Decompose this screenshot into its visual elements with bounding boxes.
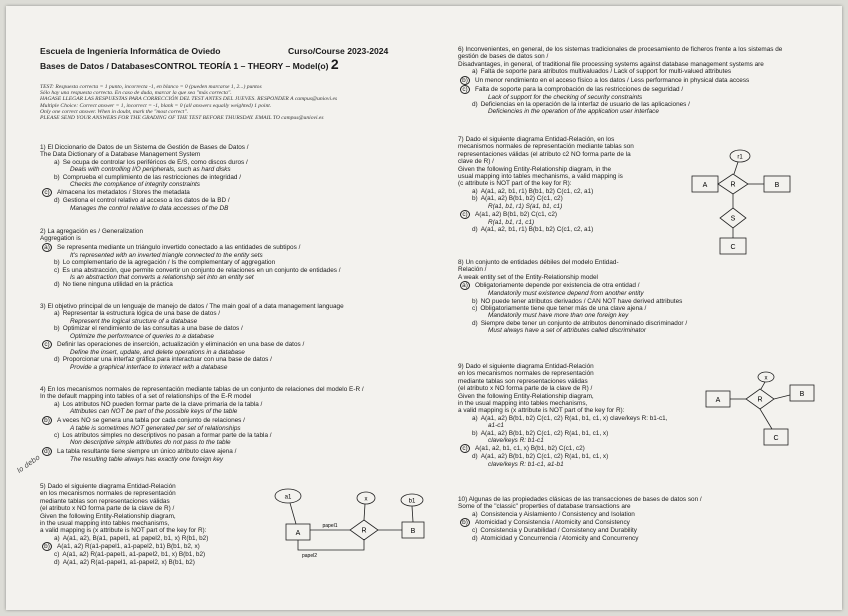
option-text: A(a1, a2, b1, r1) B(b1, b2) C(c1, c2, a1) xyxy=(480,226,594,234)
question-9 xyxy=(458,363,668,468)
instruction-line: Sólo hay una respuesta correcta. En caso de duda, marcar la que sea "más correcta". xyxy=(40,90,232,97)
answer-option[interactable] xyxy=(458,453,668,460)
option-text: NO puede tener atributos derivados / CAN NOT have derived attributes xyxy=(480,297,683,305)
question-stem-line: representaciones válidas (el atributo c2 NO forma parte de la xyxy=(458,150,631,158)
option-text: A(a1, a2, b1, c1, x) B(b1, b2) C(c1, c2) xyxy=(475,445,585,453)
option-text: A(a1, a2) B(b1, b2) C(c1, c2) R(a1, b1, c1, x) xyxy=(480,453,609,461)
option-text: Atomicidad y Consistencia / Atomicity and Consistency xyxy=(475,519,630,527)
answer-option[interactable] xyxy=(458,320,687,327)
option-text: A(a1, a2) R(a1-papel1, a1-papel2, b1) B(b1, b2, x) xyxy=(57,543,200,551)
circled-option-letter: b) xyxy=(460,518,470,527)
option-translation: Must always have a set of attributes called discriminator xyxy=(488,327,647,335)
option-text: A(a1, a2), B(a1, papel1, a1 papel2, b1, x) R(b1, b2) xyxy=(62,534,209,542)
attr-a1-label: a1 xyxy=(284,494,292,501)
option-text: A(a1, a2) B(b1, b2) C(c1, c2) R(a1, b1, c1, x) xyxy=(480,429,609,437)
relation-r-label: R xyxy=(361,527,367,535)
circled-option-letter: c) xyxy=(42,188,52,197)
answer-option[interactable] xyxy=(458,281,687,290)
option-text: A(a1, a2) R(a1-papel1, a1-papel2, b1, x) B(b1, b2) xyxy=(62,551,206,559)
entity-c-label: C xyxy=(773,435,779,442)
relation-r-label: R xyxy=(730,181,736,189)
entity-a-label: A xyxy=(702,182,708,189)
question-stem-line: Given the following Entity-Relationship diagram, in the xyxy=(458,165,612,173)
circled-option-letter: c) xyxy=(42,340,52,349)
option-translation: It's represented with an inverted triangle connected to the entity sets xyxy=(70,251,263,259)
entity-a-label: A xyxy=(295,530,301,537)
question-6 xyxy=(458,46,782,116)
answer-option[interactable] xyxy=(40,559,208,566)
option-translation: Is an abstraction that converts a relationship set into an entity set xyxy=(70,274,254,282)
model-number: 2 xyxy=(330,56,339,72)
question-stem-line: 3) El objetivo principal de un lenguaje de manejo de datos / The main goal of a data management language xyxy=(40,303,344,310)
option-text: A(a1, a2, b1, r1) B(b1, b2) C(c1, c2, a1) xyxy=(480,187,594,195)
option-letter: a) xyxy=(54,158,60,166)
attr-x-label: x xyxy=(364,496,368,503)
option-translation: Deals with controlling I/O peripherals, such as hard disks xyxy=(70,166,231,174)
answer-option[interactable] xyxy=(40,535,208,542)
option-text: Deficiencias en la operación de la interfaz de usuario de las aplicaciones / xyxy=(480,101,690,109)
option-letter: b) xyxy=(54,173,60,181)
option-text: Proporcionar una interfaz gráfica para interactuar con una base de datos / xyxy=(62,356,272,364)
option-text: Los atributos simples no descriptivos no pasan a formar parte de la tabla / xyxy=(62,432,272,440)
option-letter: a) xyxy=(54,534,60,542)
option-text: Siempre debe tener un conjunto de atributos denominado discriminador / xyxy=(480,319,688,327)
circled-option-letter: c) xyxy=(460,85,470,94)
answer-option[interactable] xyxy=(40,340,344,349)
option-translation: Mandatorily must have more than one foreign key xyxy=(488,312,629,320)
option-letter: d) xyxy=(472,226,478,234)
option-text: Consistencia y Durabilidad / Consistency and Durability xyxy=(480,527,637,535)
option-translation: Mandatorily must existence depend from another entity xyxy=(488,290,644,298)
option-text: A(a1, a2) B(b1, b2) C(c1, c2) R(a1, b1, c1, x) clave/keys R: b1-c1, xyxy=(480,414,668,422)
role2-label: papel2 xyxy=(302,553,318,559)
answer-option[interactable] xyxy=(40,447,364,456)
question-stem-line: Given the following Entity-Relationship diagram, xyxy=(458,392,594,400)
option-text: A veces NO se genera una tabla por cada conjunto de relaciones / xyxy=(57,416,245,424)
question-stem-line: mediante tablas son representaciones válidas xyxy=(40,497,170,505)
question-stem-line: In the default mapping into tables of a set of relationships of the E-R model xyxy=(40,393,252,401)
answer-option[interactable] xyxy=(40,416,364,425)
answer-option[interactable] xyxy=(458,85,782,94)
option-text: Comprueba el cumplimiento de las restricciones de integridad / xyxy=(62,173,242,181)
question-stem-line: Disadvantages, in general, of traditional file processing systems against database management systems are xyxy=(458,60,764,68)
attr-x-label: x xyxy=(764,375,768,382)
answer-option[interactable] xyxy=(40,356,344,363)
option-letter: d) xyxy=(54,197,60,205)
question-stem-line: Given the following Entity-Relationship diagram, xyxy=(40,512,176,520)
option-letter: d) xyxy=(472,534,478,542)
question-stem-line: Aggregation is xyxy=(40,235,81,243)
option-translation: Non descriptive simple attributes do not pass to the table xyxy=(70,439,231,447)
question-stem-line: clave de R) / xyxy=(458,158,494,166)
school-name: Escuela de Ingeniería Informática de Oviedo xyxy=(40,46,221,56)
answer-option[interactable] xyxy=(458,305,687,312)
option-letter: a) xyxy=(472,187,478,195)
answer-option[interactable] xyxy=(40,401,364,408)
instruction-line: TEST: Respuesta correcta = 1 punto, incorrecta -1, en blanco = 0 (pueden marcarse 1, 2...) puntos xyxy=(40,84,262,90)
question-stem-line: 2) La agregación es / Generalization xyxy=(40,228,144,235)
circled-option-letter: c) xyxy=(460,210,470,219)
answer-option[interactable] xyxy=(40,188,249,197)
circled-option-letter: c) xyxy=(460,444,470,453)
option-letter: d) xyxy=(472,101,478,109)
question-stem-line: (c attribute is NOT part of the key for R): xyxy=(458,180,572,188)
attr-r1-label: r1 xyxy=(737,154,743,161)
option-letter: d) xyxy=(472,319,478,327)
option-text: A(a1, a2) B(b1, b2) C(c1, c2) xyxy=(475,211,558,219)
option-translation: a1-c1 xyxy=(488,422,504,430)
circled-option-letter: a) xyxy=(42,243,52,252)
question-stem-line: 8) Un conjunto de entidades débiles del modelo Entidad- xyxy=(458,259,619,266)
option-letter: d) xyxy=(54,281,60,289)
question-stem-line: a valid mapping is (x attribute is NOT part of the key for R): xyxy=(458,407,625,415)
option-translation: R(a1, b1, r1, c1) xyxy=(488,219,535,227)
question-stem-line: usual mapping into tables mechanisms, a valid mapping is xyxy=(458,173,623,181)
question-7 xyxy=(458,136,634,234)
option-letter: d) xyxy=(472,453,478,461)
instruction-line: HAGASE LLEGAR LAS RESPUESTAS PARA CORRECCIÓN DEL TEST ANTES DEL JUEVES. RESPONDER A campus@uniovi.es xyxy=(40,96,338,103)
question-stem-line: 6) Inconvenientes, en general, de los sistemas tradicionales de procesamiento de ficheros frente a los sistemas de xyxy=(458,46,783,53)
entity-a-label: A xyxy=(715,397,721,404)
answer-option[interactable] xyxy=(40,542,208,551)
instruction-line: PLEASE SEND YOUR ANSWERS FOR THE GRADING OF THE TEST BEFORE THURSDAY. EMAIL TO campus@uniovi.es xyxy=(40,115,324,122)
exam-title: Bases de Datos / DatabasesCONTROL TEORÍA 1 – THEORY – Model(o) xyxy=(40,61,329,71)
question-stem-line: (el atributo x NO forma parte de la clave de R) / xyxy=(40,505,175,513)
option-text: Almacena los metadatos / Stores the metadata xyxy=(57,189,190,197)
exam-sheet xyxy=(6,6,842,610)
option-text: Lo complementario de la agregación / Is the complementary of aggregation xyxy=(62,259,276,267)
answer-option[interactable] xyxy=(458,226,634,233)
option-translation: Deficiencies in the operation of the application user interface xyxy=(488,108,659,116)
instruction-line: Multiple Choice: Correct answer = 1, incorrect = -1, blank = 0 (all answers equally weighted) 1 point. xyxy=(40,102,272,109)
header-line-2 xyxy=(40,56,440,72)
option-letter: b) xyxy=(472,195,478,203)
option-translation: Provide a graphical interface to interact with a database xyxy=(70,363,228,371)
option-translation: The resulting table always has exactly one foreign key xyxy=(70,455,224,463)
option-text: La tabla resultante tiene siempre un único atributo clave ajena / xyxy=(57,447,237,455)
question-4 xyxy=(40,386,364,463)
question-stem-line: mediante tablas son representaciones válidas xyxy=(458,377,588,385)
circled-option-letter: a) xyxy=(460,281,470,290)
option-letter: a) xyxy=(472,414,478,422)
er-diagram-q7 xyxy=(688,146,798,256)
option-text: Gestiona el control relativo al acceso a los datos de la BD / xyxy=(62,197,230,205)
option-translation: Optimize the performance of queries to a database xyxy=(70,332,214,340)
answer-option[interactable] xyxy=(40,159,249,166)
option-letter: a) xyxy=(472,510,478,518)
option-text: Optimizar el rendimiento de las consultas a una base de datos / xyxy=(62,325,243,333)
option-text: Se representa mediante un triángulo invertido conectado a las entidades de subtipos / xyxy=(57,243,301,251)
answer-option[interactable] xyxy=(458,188,634,195)
question-stem-line: Some of the "classic" properties of database transactions are xyxy=(458,503,631,511)
entity-c-label: C xyxy=(730,244,736,251)
answer-option[interactable] xyxy=(458,415,668,422)
option-letter: d) xyxy=(54,356,60,364)
answer-option[interactable] xyxy=(40,432,364,439)
option-translation: clave/keys R: b1-c1 xyxy=(488,437,544,445)
relation-r-label: R xyxy=(757,396,763,404)
answer-option[interactable] xyxy=(40,281,341,288)
circled-option-letter: b) xyxy=(42,542,52,551)
instructions-block xyxy=(40,84,440,121)
header-line-1 xyxy=(40,46,440,56)
answer-option[interactable] xyxy=(458,535,702,542)
option-text: Un menor rendimiento en el acceso físico a los datos / Less performance in physical data access xyxy=(475,76,750,84)
answer-option[interactable] xyxy=(458,518,702,527)
option-text: Definir las operaciones de inserción, actualización y eliminación en una base de datos / xyxy=(57,341,305,349)
question-1 xyxy=(40,144,249,212)
answer-option[interactable] xyxy=(458,76,782,85)
option-translation: clave/keys R: b1-c1, a1-b1 xyxy=(488,460,564,468)
option-text: Falta de soporte para la comprobación de las restricciones de seguridad / xyxy=(475,85,684,93)
question-stem-line: (el atributo x NO forma parte de la clave de R) / xyxy=(458,385,593,393)
answer-option[interactable] xyxy=(458,210,634,219)
er-diagram-q5 xyxy=(268,484,428,564)
answer-option[interactable] xyxy=(40,197,249,204)
relation-s-label: S xyxy=(730,215,736,223)
question-stem-line: in the usual mapping into tables mechanisms, xyxy=(40,520,170,528)
question-stem-line: en los mecanismos normales de representación xyxy=(458,370,594,378)
option-letter: b) xyxy=(54,325,60,333)
entity-b-label: B xyxy=(410,528,416,535)
option-translation: Attributes can NOT be part of the possible keys of the table xyxy=(70,408,238,416)
option-letter: c) xyxy=(472,527,478,535)
option-translation: R(a1, b1, r1) S(a1, b1, c1) xyxy=(488,202,563,210)
option-translation: Checks the compliance of integrity constraints xyxy=(70,181,201,189)
option-text: Los atributos NO pueden formar parte de la clave primaria de la tabla / xyxy=(62,400,263,408)
question-stem-line: mecanismos normales de representación mediante tablas son xyxy=(458,143,634,151)
answer-option[interactable] xyxy=(458,298,687,305)
option-text: Representar la estructura lógica de una base de datos / xyxy=(62,310,221,318)
answer-option[interactable] xyxy=(458,68,782,75)
entity-b-label: B xyxy=(799,391,805,398)
option-translation: Define the insert, update, and delete operations in a database xyxy=(70,349,245,357)
question-stem-line: A weak entity set of the Entity-Relationship model xyxy=(458,273,598,281)
option-translation: A table is sometimes NOT generated per set of relationships xyxy=(70,424,241,432)
question-stem-line: 9) Dado el siguiente diagrama Entidad-Relación xyxy=(458,363,594,370)
circled-option-letter: b) xyxy=(42,416,52,425)
answer-option[interactable] xyxy=(458,444,668,453)
option-letter: c) xyxy=(472,305,478,313)
answer-option[interactable] xyxy=(40,551,208,558)
option-letter: b) xyxy=(472,297,478,305)
option-text: Se ocupa de controlar los periféricos de E/S, como discos duros / xyxy=(62,158,248,166)
circled-option-letter: d) xyxy=(42,447,52,456)
option-text: Obligatoriamente depende por existencia de otra entidad / xyxy=(475,282,640,290)
role1-label: papel1 xyxy=(322,523,338,529)
option-letter: b) xyxy=(472,429,478,437)
question-stem-line: 7) Dado el siguiente diagrama Entidad-Relación, en los xyxy=(458,136,615,143)
question-stem-line: The Data Dictionary of a Database Management System xyxy=(40,151,201,159)
option-letter: a) xyxy=(54,400,60,408)
option-letter: c) xyxy=(54,551,60,559)
option-letter: a) xyxy=(472,68,478,76)
question-stem-line: 1) El Diccionario de Datos de un Sistema de Gestión de Bases de Datos / xyxy=(40,144,249,151)
question-stem-line: 5) Dado el siguiente diagrama Entidad-Relación xyxy=(40,483,176,490)
question-stem-line: 10) Algunas de las propiedades clásicas de las transacciones de bases de datos son / xyxy=(458,496,702,503)
er-diagram-q9 xyxy=(704,371,824,461)
question-stem-line: gestión de bases de datos son / xyxy=(458,53,549,61)
option-letter: c) xyxy=(54,266,60,274)
instruction-line: Only one correct answer. When in doubt, mark the "most correct". xyxy=(40,108,188,115)
option-text: Falta de soporte para atributos multivaluados / Lack of support for multi-valued attributes xyxy=(480,68,732,76)
answer-option[interactable] xyxy=(40,174,249,181)
answer-option[interactable] xyxy=(458,527,702,534)
option-translation: Manages the control relative to data accesses of the DB xyxy=(70,204,229,212)
option-text: Obligatoriamente tiene que tener más de una clave ajena / xyxy=(480,305,647,313)
answer-option[interactable] xyxy=(40,259,341,266)
margin-handwriting: lo debo xyxy=(15,453,42,475)
question-stem-line: Relación / xyxy=(458,266,487,274)
question-3 xyxy=(40,303,344,371)
course-year: Curso/Course 2023-2024 xyxy=(288,46,389,56)
answer-option[interactable] xyxy=(40,310,344,317)
question-stem-line: in the usual mapping into tables mechanisms, xyxy=(458,400,588,408)
question-5 xyxy=(40,483,208,566)
option-text: Consistencia y Aislamiento / Consistency and Isolation xyxy=(480,510,635,518)
answer-option[interactable] xyxy=(458,430,668,437)
answer-option[interactable] xyxy=(40,325,344,332)
option-text: A(a1, a2) R(a1-papel1, a1-papel2, x) B(b1, b2) xyxy=(62,558,195,566)
option-translation: Lack of support for the checking of security constraints xyxy=(488,93,643,101)
option-translation: Represent the logical structure of a database xyxy=(70,317,198,325)
option-letter: b) xyxy=(54,259,60,267)
question-10 xyxy=(458,496,702,542)
option-text: Atomicidad y Concurrencia / Atomicity and Concurrency xyxy=(480,534,639,542)
question-stem-line: en los mecanismos normales de representación xyxy=(40,490,176,498)
option-text: Es una abstracción, que permite convertir un conjunto de relaciones en un conjunto de entidades / xyxy=(62,266,341,274)
circled-option-letter: b) xyxy=(460,76,470,85)
answer-option[interactable] xyxy=(458,101,782,108)
option-text: No tiene ninguna utilidad en la práctica xyxy=(62,281,173,289)
option-text: A(a1, a2) B(b1, b2) C(c1, c2) xyxy=(480,195,563,203)
attr-b1-label: b1 xyxy=(408,498,416,505)
option-letter: d) xyxy=(54,558,60,566)
answer-option[interactable] xyxy=(458,511,702,518)
question-8 xyxy=(458,259,687,335)
answer-option[interactable] xyxy=(40,267,341,274)
question-stem-line: 4) En los mecanismos normales de representación mediante tablas de un conjunto de relaciones del modelo E-R / xyxy=(40,386,364,393)
option-letter: c) xyxy=(54,432,60,440)
answer-option[interactable] xyxy=(458,195,634,202)
question-2 xyxy=(40,228,341,289)
entity-b-label: B xyxy=(774,182,780,189)
question-stem-line: a valid mapping is (x attribute is NOT part of the key for R): xyxy=(40,527,207,535)
answer-option[interactable] xyxy=(40,243,341,252)
option-letter: a) xyxy=(54,310,60,318)
